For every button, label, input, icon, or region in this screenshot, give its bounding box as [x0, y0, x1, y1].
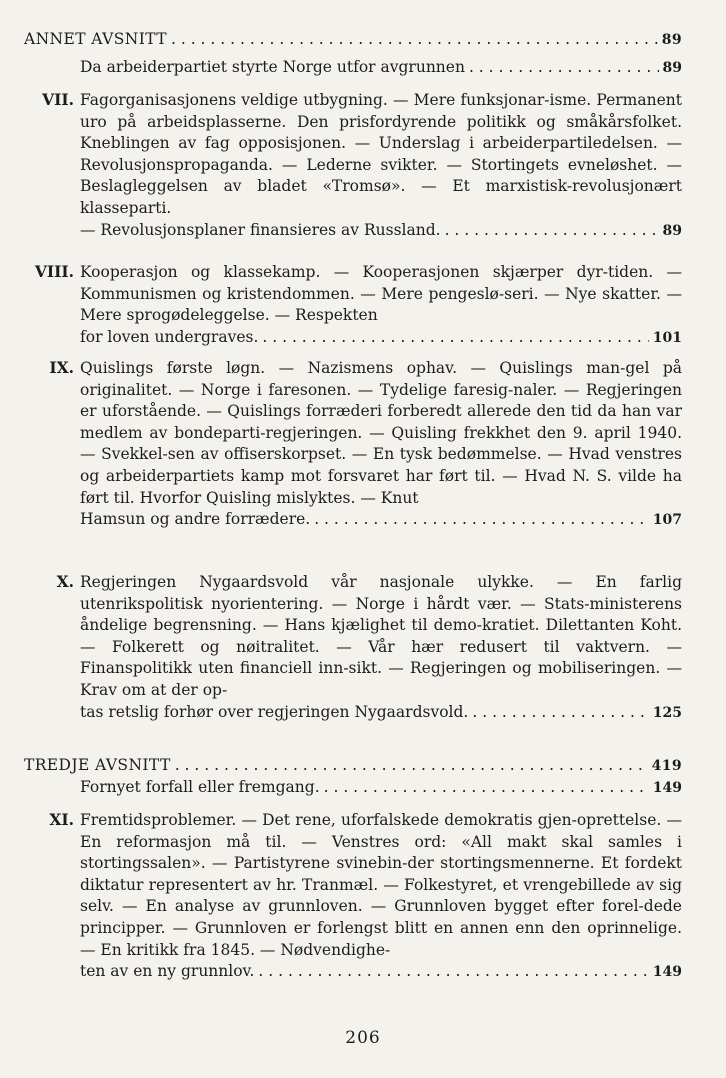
chapter-page: 101 [652, 329, 682, 346]
chapter-last-line [80, 961, 682, 984]
chapter-last-text: ten av en ny grunnlov. [80, 962, 255, 981]
chapter-last-line [80, 327, 682, 350]
chapter-last-text: — Revolusjonsplaner finansieres av Russland. [80, 220, 441, 239]
chapter-body [80, 262, 682, 349]
chapter-number: IX. [49, 358, 74, 377]
chapter-text: Quislings første løgn. — Nazismens ophav. — Quislings man-gel på originalitet. — Norge i faresonen. — Tydelige faresig-naler. — Regjeringen er uforstående. — Quislings forræderi forberedt allerede den tid da han var medlem av bondeparti-regjeringen. — Quisling frekkhet den 9. april 1940. — Svekkel-sen av offiserskorpset. — En tysk bedømmelse. — Hvad venstres og arbeiderpartiets kamp mot forsvaret har ført til. — Hvad N. S. vilde ha ført til. Hvorfor Quisling mislyktes. — Knut [80, 359, 682, 507]
section-title: ANNET AVSNITT [24, 30, 167, 48]
subtitle-text: Fornyet forfall eller fremgang. [80, 778, 320, 796]
section-heading-tredje [24, 756, 682, 774]
leader-dots [258, 961, 648, 983]
chapter-number: X. [56, 572, 74, 591]
chapter-last-text: tas retslig forhør over regjeringen Nygaardsvold. [80, 702, 469, 721]
leader-dots [175, 756, 648, 774]
chapter-body [80, 90, 682, 242]
subtitle-text: Da arbeiderpartiet styrte Norge utfor avgrunnen [80, 58, 465, 76]
chapter-page: 107 [652, 512, 682, 529]
leader-dots [445, 220, 659, 242]
chapter-page: 89 [662, 222, 682, 239]
section-page: 89 [661, 32, 682, 48]
chapter-body [80, 810, 682, 984]
section-title: TREDJE AVSNITT [24, 756, 171, 774]
chapter-text: Kooperasjon og klassekamp. — Kooperasjonen skjærper dyr-tiden. — Kommunismen og kristendommen. — Mere pengeslø-seri. — Nye skatter. — Mere sprogødeleggelse. — Respekten [80, 263, 682, 325]
chapter-number: VIII. [34, 262, 74, 281]
chapter-text: Fagorganisasjonens veldige utbygning. — Mere funksjonar-isme. Permanent uro på arbeidsplasserne. Den prisfordyrende politikk og småkårsfolket. Kneblingen av fag opposisjonen. — Underslag i arbeiderpartiledelsen. — Revolusjonspropaganda. — Lederne svikter. — Stortingets evneløshet. — Beslagleggelsen av bladet «Tromsø». — Et marxistisk-revolusjonært klasseparti. [80, 91, 682, 217]
chapter-body [80, 358, 682, 532]
leader-dots [171, 30, 658, 48]
chapter-body [80, 572, 682, 724]
section-subtitle-annet [80, 58, 682, 76]
chapter-number: XI. [49, 810, 74, 829]
chapter-last-text: Hamsun og andre forrædere. [80, 510, 311, 529]
chapter-last-text: for loven undergraves. [80, 327, 259, 346]
leader-dots [324, 778, 649, 796]
chapter-last-line [80, 220, 682, 243]
subtitle-page: 149 [652, 780, 682, 796]
page-number: 206 [345, 1028, 381, 1048]
leader-dots [262, 327, 648, 349]
chapter-text: Fremtidsproblemer. — Det rene, uforfalskede demokratis gjen-oprettelse. — En reformasjon må til. — Venstres ord: «All makt skal samles i stortingssalen». — Partistyrene svinebin-der stortingsmennerne. Et fordekt diktatur representert av hr. Tranmæl. — Folkestyret, et vrengebillede av sig selv. — En analyse av grunnloven. — Grunnloven bygget efter forel-dede principper. — Grunnloven er forlengst blitt en annen enn den oprinnelige. — En kritikk fra 1845. — Nødvendighe- [80, 811, 682, 959]
chapter-last-line [80, 702, 682, 725]
leader-dots [472, 702, 648, 724]
chapter-last-line [80, 509, 682, 532]
subtitle-page: 89 [662, 60, 682, 76]
leader-dots [469, 58, 659, 76]
section-page: 419 [651, 758, 682, 774]
chapter-number: VII. [42, 90, 74, 109]
section-heading-annet [24, 30, 682, 48]
chapter-text: Regjeringen Nygaardsvold vår nasjonale ulykke. — En farlig utenrikspolitisk nyorientering. — Norge i hårdt vær. — Stats-ministerens åndelige begrensning. — Hans kjælighet til demo-kratiet. Dilettanten Koht. — Folkerett og nøitralitet. — Vår hær redusert til vaktvern. — Finanspolitikk uten financiell inn-sikt. — Regjeringen og mobiliseringen. — Krav om at der op- [80, 573, 682, 699]
chapter-page: 149 [652, 964, 682, 981]
leader-dots [314, 509, 649, 531]
chapter-page: 125 [652, 704, 682, 721]
section-subtitle-tredje [80, 778, 682, 796]
